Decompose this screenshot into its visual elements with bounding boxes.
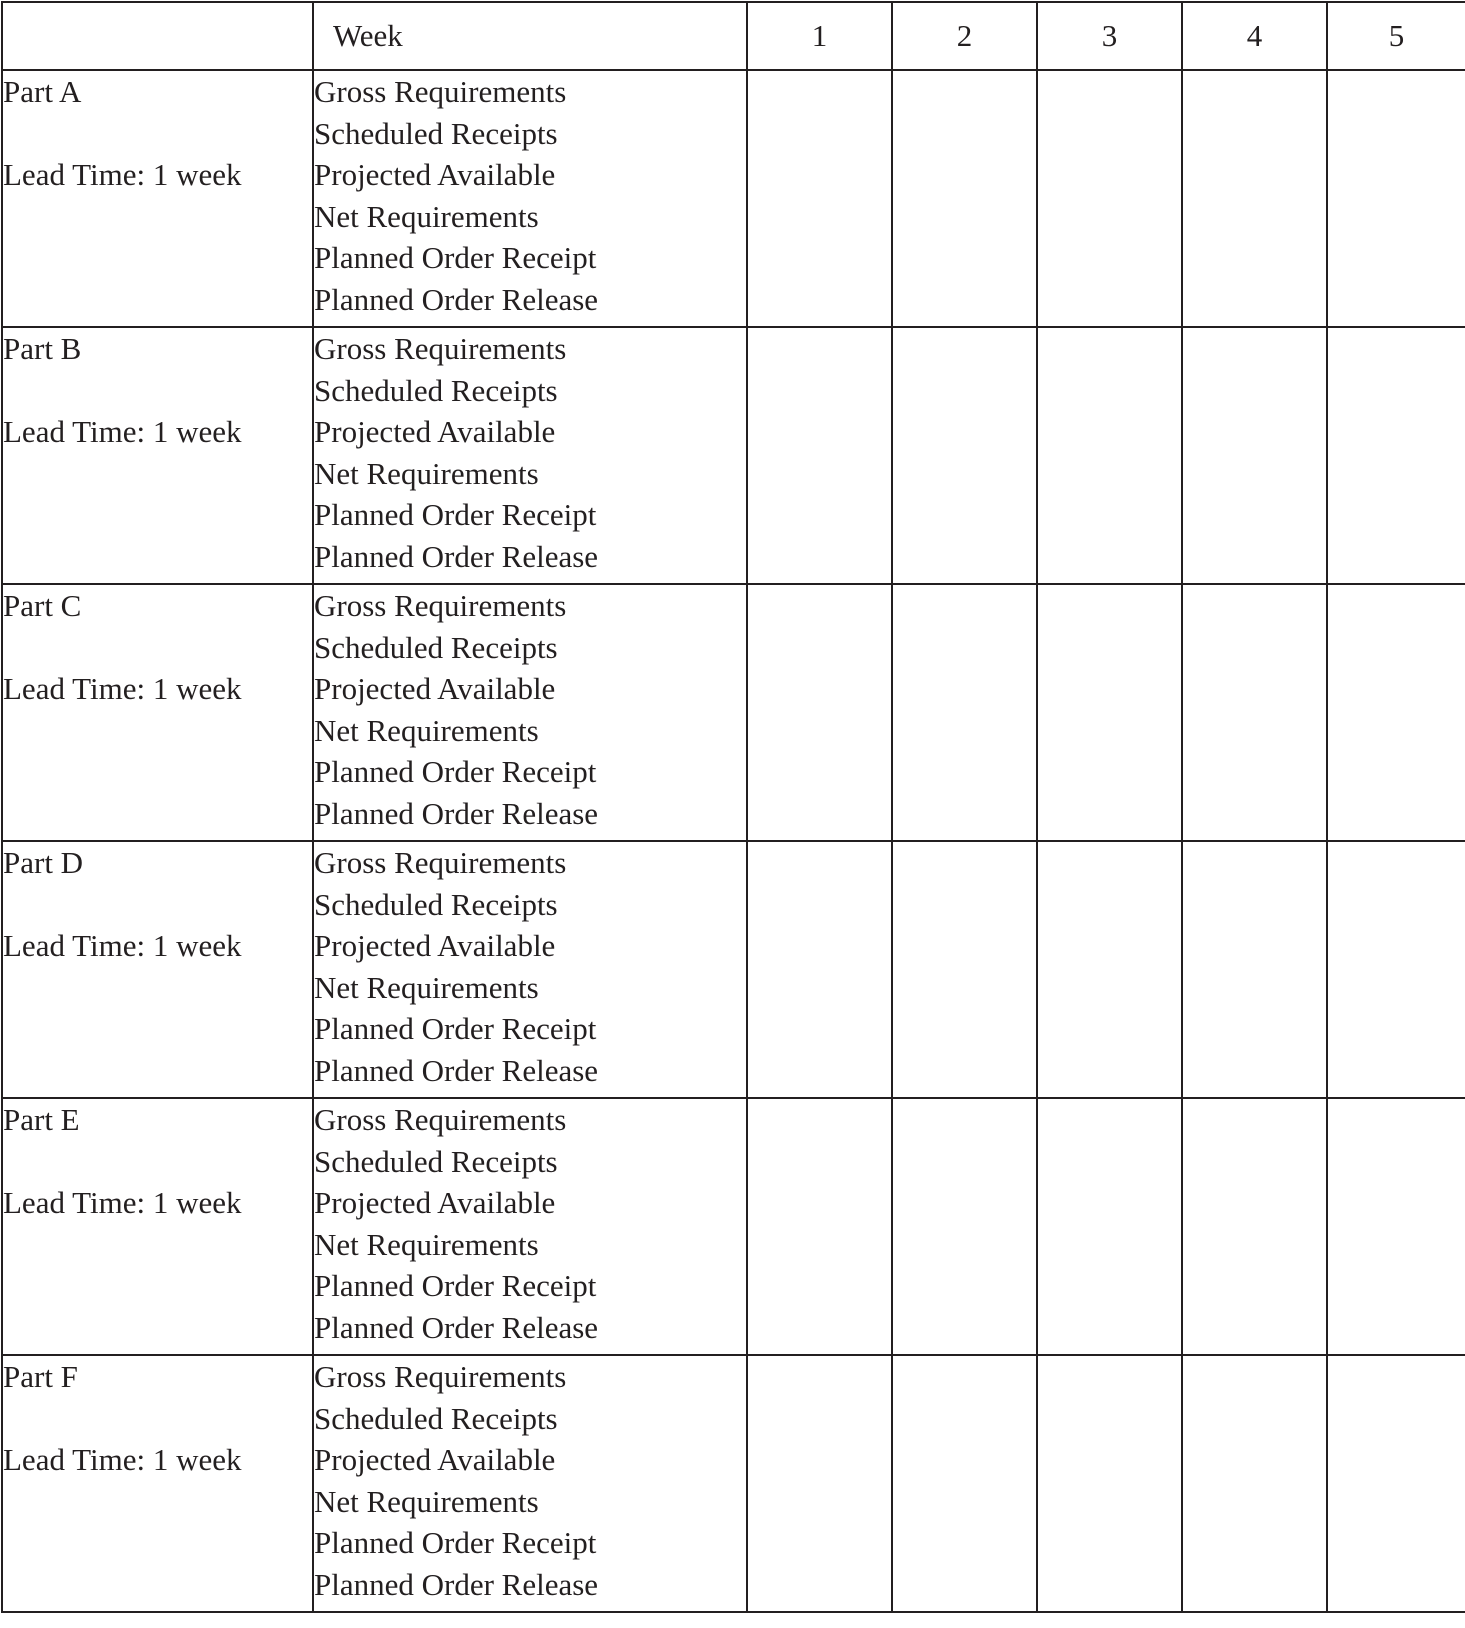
week-2-entry-cell [892,584,1037,841]
week-3-entry-cell [1037,70,1182,327]
lead-time: Lead Time: 1 week [3,671,242,706]
row-label: Projected Available [314,157,556,192]
part-cell [2,584,313,841]
part-cell [2,327,313,584]
week-3-header: 3 [1037,2,1182,70]
week-4-entry-cell [1182,1355,1327,1612]
row-label: Scheduled Receipts [314,372,558,408]
header-row [2,2,1465,70]
row-label: Planned Order Release [314,1566,599,1602]
row-label: Planned Order Receipt [314,1268,597,1303]
part-spacer [3,1398,312,1440]
week-5-entry-cell [1327,327,1465,584]
lead-time: Lead Time: 1 week [3,157,242,192]
week-3-entry-cell [1037,1098,1182,1355]
week-3-entry-cell [1037,1355,1182,1612]
row-label: Planned Order Release [314,538,599,574]
week-3-entry-cell [1037,841,1182,1098]
row-label: Projected Available [314,928,556,963]
part-row [2,1098,1465,1355]
week-1-entry-cell [747,70,892,327]
week-2-entry-cell [892,1098,1037,1355]
week-1-entry-cell [747,1355,892,1612]
lead-time: Lead Time: 1 week [3,414,242,449]
row-labels-cell [313,70,747,327]
week-4-entry-cell [1182,1098,1327,1355]
week-5-header: 5 [1327,2,1465,70]
week-3-entry-cell [1037,584,1182,841]
row-label: Net Requirements [314,1483,539,1519]
week-2-entry-cell [892,327,1037,584]
part-row [2,70,1465,327]
row-label: Scheduled Receipts [314,115,558,151]
week-5-entry-cell [1327,1098,1465,1355]
part-cell [2,841,313,1098]
part-cell [2,1098,313,1355]
row-labels-cell [313,1098,747,1355]
part-spacer [3,113,312,155]
row-label: Projected Available [314,1442,556,1477]
part-name: Part C [3,588,82,623]
row-labels-cell [313,841,747,1098]
row-labels-cell [313,1355,747,1612]
row-label: Net Requirements [314,1226,539,1262]
week-1-entry-cell [747,327,892,584]
part-row [2,1355,1465,1612]
row-label: Scheduled Receipts [314,629,558,665]
part-row [2,584,1465,841]
mrp-table [1,1,1465,1613]
part-name: Part E [3,1102,80,1137]
part-row [2,841,1465,1098]
week-1-entry-cell [747,1098,892,1355]
row-label: Net Requirements [314,455,539,491]
row-label: Projected Available [314,414,556,449]
week-4-entry-cell [1182,327,1327,584]
row-label: Net Requirements [314,198,539,234]
week-header-label: Week [313,2,747,70]
row-label: Planned Order Receipt [314,1525,597,1560]
week-1-entry-cell [747,841,892,1098]
part-cell [2,1355,313,1612]
part-spacer [3,370,312,412]
row-label: Gross Requirements [314,845,567,880]
part-name: Part D [3,845,84,880]
row-labels-cell [313,584,747,841]
row-label: Scheduled Receipts [314,1400,558,1436]
week-4-entry-cell [1182,841,1327,1098]
row-label: Planned Order Release [314,1309,599,1345]
part-spacer [3,1141,312,1183]
part-spacer [3,884,312,926]
row-label: Scheduled Receipts [314,886,558,922]
week-5-entry-cell [1327,1355,1465,1612]
row-label: Planned Order Receipt [314,240,597,275]
week-4-entry-cell [1182,70,1327,327]
lead-time: Lead Time: 1 week [3,1185,242,1220]
row-label: Gross Requirements [314,1102,567,1137]
row-label: Gross Requirements [314,1359,567,1394]
row-label: Gross Requirements [314,74,567,109]
row-label: Planned Order Release [314,281,599,317]
row-label: Projected Available [314,1185,556,1220]
row-label: Gross Requirements [314,588,567,623]
row-label: Planned Order Release [314,1052,599,1088]
row-label: Planned Order Receipt [314,754,597,789]
week-5-entry-cell [1327,841,1465,1098]
row-label: Net Requirements [314,969,539,1005]
week-4-entry-cell [1182,584,1327,841]
row-label: Projected Available [314,671,556,706]
part-name: Part A [3,74,82,109]
part-row [2,327,1465,584]
row-label: Gross Requirements [314,331,567,366]
week-5-entry-cell [1327,584,1465,841]
row-label: Planned Order Receipt [314,497,597,532]
part-cell [2,70,313,327]
week-2-entry-cell [892,70,1037,327]
week-5-entry-cell [1327,70,1465,327]
week-3-entry-cell [1037,327,1182,584]
week-4-header: 4 [1182,2,1327,70]
week-2-header: 2 [892,2,1037,70]
row-labels-cell [313,327,747,584]
row-label: Scheduled Receipts [314,1143,558,1179]
week-2-entry-cell [892,1355,1037,1612]
week-2-entry-cell [892,841,1037,1098]
row-label: Planned Order Release [314,795,599,831]
header-blank-cell [2,2,313,70]
week-1-header: 1 [747,2,892,70]
part-name: Part B [3,331,82,366]
part-name: Part F [3,1359,78,1394]
lead-time: Lead Time: 1 week [3,928,242,963]
lead-time: Lead Time: 1 week [3,1442,242,1477]
row-label: Planned Order Receipt [314,1011,597,1046]
row-label: Net Requirements [314,712,539,748]
part-spacer [3,627,312,669]
week-1-entry-cell [747,584,892,841]
